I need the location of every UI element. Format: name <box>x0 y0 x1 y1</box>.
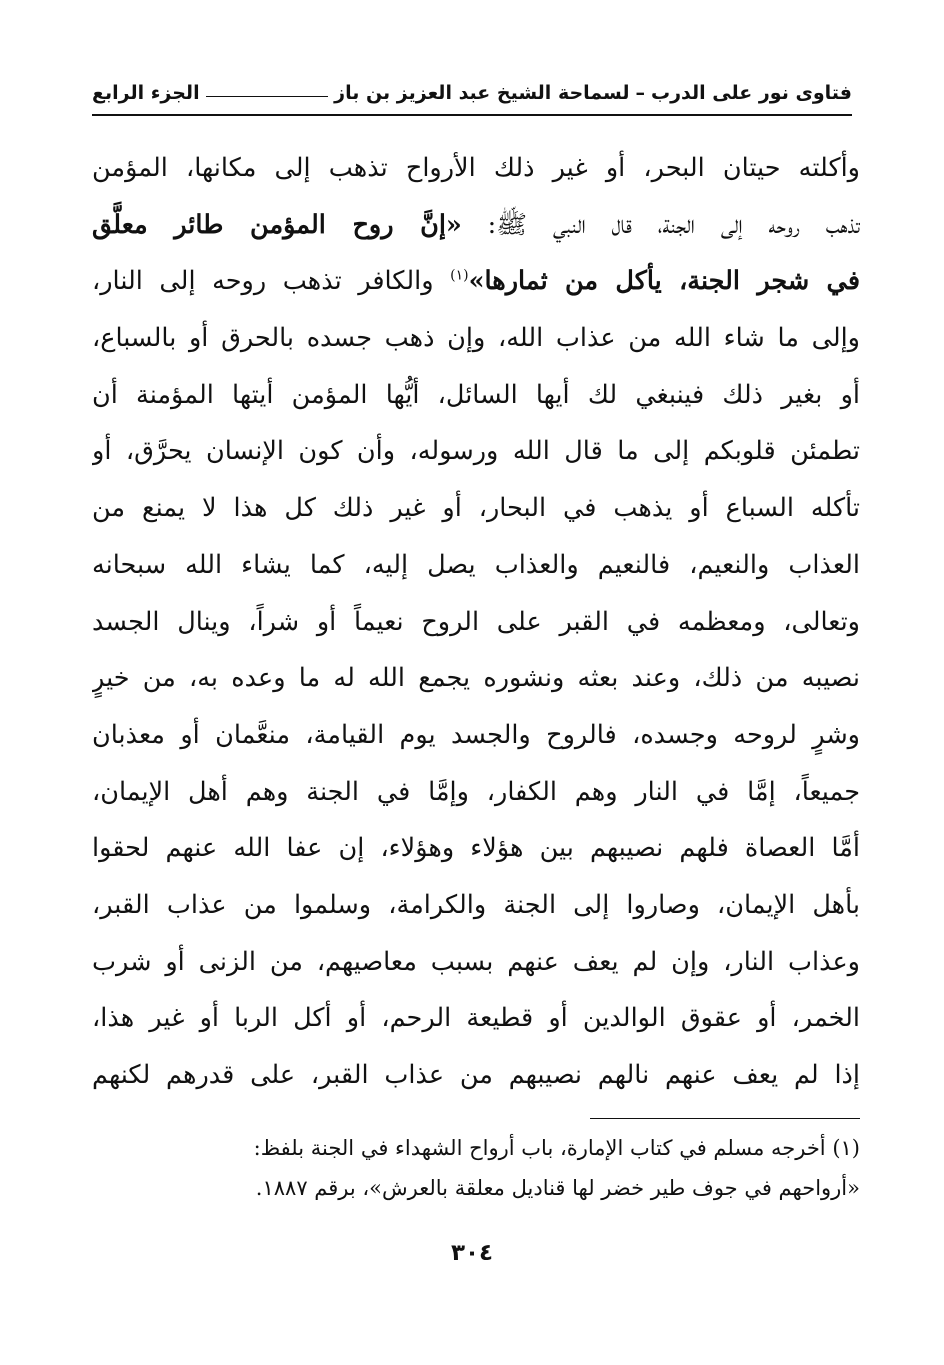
footnote-marker: (١) <box>450 267 469 284</box>
text-line <box>92 310 860 367</box>
header-leader-line <box>206 96 329 97</box>
footnote-line: «أرواحهم في جوف طير خضر لها قناديل معلقة بالعرش»، برقم ١٨٨٧. <box>255 1176 860 1200</box>
text-line <box>92 764 860 821</box>
author-name: لسماحة الشيخ عبد العزيز بن باز <box>334 82 630 104</box>
text-line <box>92 594 860 651</box>
text-line <box>92 537 860 594</box>
text-line <box>92 1047 860 1104</box>
text-segment: أمَّا العصاة فلهم نصيبهم بين هؤلاء وهؤلاء، إن عفا الله عنهم لحقوا <box>92 833 860 864</box>
text-segment: تأكله السباع أو يذهب في البحار، أو غير ذلك كل هذا لا يمنع من <box>92 493 860 524</box>
footnote-line: (١) أخرجه مسلم في كتاب الإمارة، باب أرواح الشهداء في الجنة بلفظ: <box>253 1136 860 1160</box>
text-segment: أو بغير ذلك فينبغي لك أيها السائل، أيُّها المؤمن أيتها المؤمنة أن <box>92 379 860 410</box>
text-line <box>92 707 860 764</box>
main-text <box>92 140 860 1104</box>
text-line <box>92 197 860 254</box>
text-line <box>92 650 860 707</box>
text-segment: بأهل الإيمان، وصاروا إلى الجنة والكرامة، وسلموا من عذاب القبر، <box>92 889 860 920</box>
text-line <box>92 367 860 424</box>
text-segment: الخمر، أو عقوق الوالدين أو قطيعة الرحم، أو أكل الربا أو غير هذا، <box>92 1003 860 1034</box>
text-segment: «إنَّ روح المؤمن طائر معلَّق <box>92 209 462 240</box>
text-line <box>92 480 860 537</box>
text-segment: وأكلته حيتان البحر، أو غير ذلك الأرواح تذهب إلى مكانها، المؤمن <box>92 153 860 183</box>
running-header <box>92 78 852 108</box>
footnote-divider <box>590 1118 860 1119</box>
text-line <box>92 990 860 1047</box>
text-segment: وإلى ما شاء الله من عذاب الله، وإن ذهب جسده بالحرق أو بالسباع، <box>92 323 860 354</box>
text-segment: وعذاب النار، وإن لم يعف عنهم بسبب معاصيهم، من الزنى أو شرب <box>92 946 860 977</box>
text-line <box>92 140 860 197</box>
text-segment: تذهب روحه إلى الجنة، قال النبي ﷺ: <box>461 209 860 240</box>
text-segment: العذاب والنعيم، فالنعيم والعذاب يصل إليه، كما يشاء الله سبحانه <box>92 549 860 580</box>
text-line <box>92 820 860 877</box>
page-number: ٣٠٤ <box>450 1240 494 1266</box>
text-line <box>92 934 860 991</box>
header-divider <box>92 114 852 116</box>
text-segment: وشرٍ لروحه وجسده، فالروح والجسد يوم القيامة، منعَّمان أو معذبان <box>92 719 860 750</box>
text-line <box>92 253 860 310</box>
text-segment: نصيبه من ذلك، وعند بعثه ونشوره يجمع الله له ما وعده به، من خيرٍ <box>92 663 860 694</box>
book-title: فتاوى نور على الدرب <box>651 82 852 104</box>
text-line <box>92 423 860 480</box>
text-segment: إذا لم يعف عنهم نالهم نصيبهم من عذاب القبر، على قدرهم لكنهم <box>92 1060 860 1090</box>
text-segment: تطمئن قلوبكم إلى ما قال الله ورسوله، وأن كون الإنسان يحرَّق، أو <box>92 436 860 467</box>
text-line <box>92 877 860 934</box>
text-segment: والكافر تذهب روحه إلى النار، <box>92 266 451 297</box>
text-segment: في شجر الجنة، يأكل من ثمارها» <box>468 266 860 297</box>
footnote <box>92 1128 860 1208</box>
text-segment: وتعالى، ومعظمه في القبر على الروح نعيماً أو شراً، وينال الجسد <box>92 606 860 637</box>
volume-label: الجزء الرابع <box>92 82 200 104</box>
header-separator: – <box>635 82 645 104</box>
text-segment: جميعاً، إمَّا في النار وهم الكفار، وإمَّا في الجنة وهم أهل الإيمان، <box>92 776 860 807</box>
